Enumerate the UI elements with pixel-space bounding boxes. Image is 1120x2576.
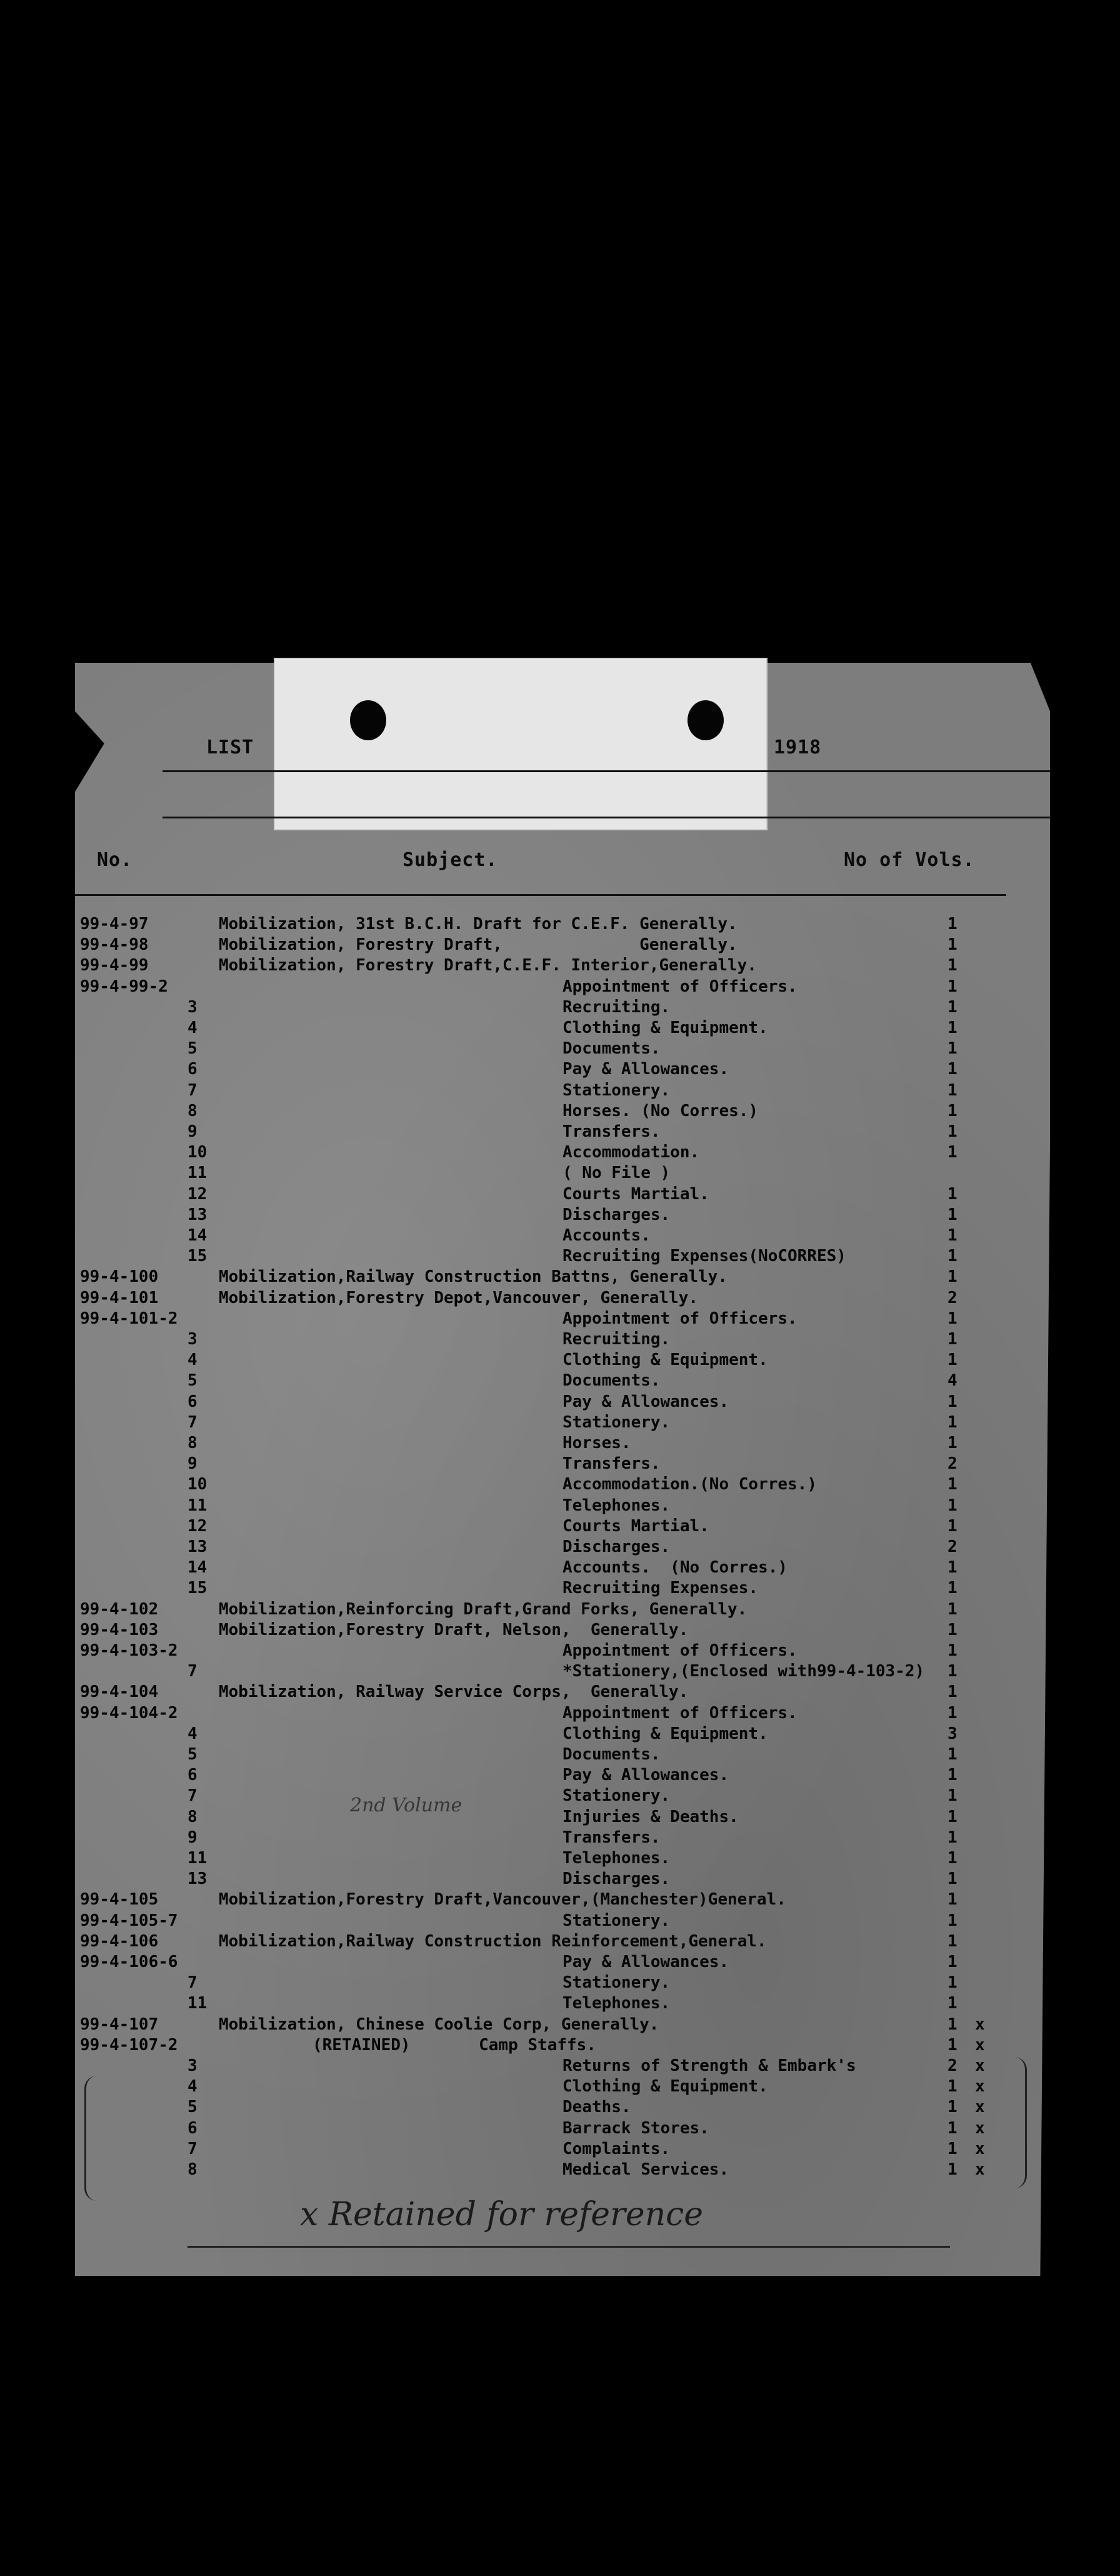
table-row bbox=[0, 1350, 1120, 1371]
file-subject: Mobilization, 31st B.C.H. Draft for C.E.F. Generally. bbox=[219, 915, 738, 933]
column-header-vols: No of Vols. bbox=[844, 849, 975, 871]
table-row bbox=[0, 1329, 1120, 1350]
file-number: 8 bbox=[188, 1434, 198, 1452]
file-subject: Transfers. bbox=[562, 1828, 661, 1847]
file-number: 4 bbox=[188, 2077, 198, 2096]
file-subject: Appointment of Officers. bbox=[562, 1309, 798, 1328]
file-number: 99-4-107 bbox=[80, 2015, 159, 2034]
volume-count: 1 bbox=[948, 1662, 958, 1681]
file-subject: Discharges. bbox=[562, 1205, 671, 1224]
table-row bbox=[0, 2160, 1120, 2180]
volume-count: 1 bbox=[948, 1205, 958, 1224]
file-subject: Mobilization,Forestry Depot,Vancouver, Generally. bbox=[219, 1288, 699, 1307]
volume-count: 1 bbox=[948, 1309, 958, 1328]
table-row bbox=[0, 1163, 1120, 1184]
table-row bbox=[0, 1744, 1120, 1765]
file-number: 99-4-104-2 bbox=[80, 1703, 178, 1723]
table-row bbox=[0, 1309, 1120, 1329]
table-row bbox=[0, 1537, 1120, 1557]
file-subject: Clothing & Equipment. bbox=[562, 1351, 768, 1370]
volume-count: 4 bbox=[948, 1371, 958, 1391]
file-number: 8 bbox=[188, 1101, 198, 1120]
table-row bbox=[0, 1807, 1120, 1828]
volume-count: 1 bbox=[948, 2015, 958, 2034]
file-subject: Returns of Strength & Embark's bbox=[562, 2056, 856, 2075]
volume-count: 1 bbox=[948, 977, 958, 996]
file-number: 5 bbox=[188, 2098, 198, 2117]
table-row bbox=[0, 1869, 1120, 1889]
volume-count: 1 bbox=[948, 2118, 958, 2138]
column-header-subject: Subject. bbox=[402, 849, 498, 871]
file-subject: Clothing & Equipment. bbox=[562, 2077, 768, 2096]
table-row bbox=[0, 1931, 1120, 1952]
list-title: LIST bbox=[206, 737, 254, 758]
file-subject: *Stationery,(Enclosed with99-4-103-2) bbox=[562, 1662, 925, 1681]
table-row bbox=[0, 1018, 1120, 1039]
file-number: 99-4-97 bbox=[80, 915, 149, 933]
volume-count: 1 bbox=[948, 1184, 958, 1204]
volume-count: 1 bbox=[948, 1869, 958, 1889]
table-row bbox=[0, 2056, 1120, 2076]
table-row bbox=[0, 1039, 1120, 1059]
file-number: 99-4-100 bbox=[80, 1267, 159, 1287]
table-row bbox=[0, 1993, 1120, 2014]
table-row bbox=[0, 1433, 1120, 1454]
volume-count: 1 bbox=[948, 1579, 958, 1598]
table-row bbox=[0, 997, 1120, 1018]
file-number: 7 bbox=[188, 1786, 198, 1806]
file-subject: Stationery. bbox=[562, 1911, 671, 1930]
volume-count: 1 bbox=[948, 1828, 958, 1847]
file-subject: Accounts. bbox=[562, 1226, 651, 1245]
file-subject: Documents. bbox=[562, 1039, 661, 1059]
volume-count: 1 bbox=[948, 1122, 958, 1141]
volume-count: 1 bbox=[948, 1890, 958, 1909]
table-row bbox=[0, 935, 1120, 955]
file-number: 99-4-102 bbox=[80, 1599, 159, 1619]
file-subject: Mobilization, Forestry Draft,C.E.F. Interior,Generally. bbox=[219, 956, 757, 975]
file-subject: Documents. bbox=[562, 1371, 661, 1391]
volume-count: 1 bbox=[948, 1641, 958, 1660]
volume-count: 1 bbox=[948, 1703, 958, 1723]
file-subject: Stationery. bbox=[562, 1786, 671, 1806]
volume-count: 1 bbox=[948, 2077, 958, 2096]
file-subject: Stationery. bbox=[562, 1080, 671, 1100]
table-row bbox=[0, 1724, 1120, 1744]
retained-mark: x bbox=[975, 2118, 985, 2138]
list-year: 1918 bbox=[774, 737, 822, 758]
volume-count: 1 bbox=[948, 1143, 958, 1162]
table-row bbox=[0, 1246, 1120, 1267]
file-subject: Complaints. bbox=[562, 2139, 671, 2158]
table-row bbox=[0, 2139, 1120, 2160]
retained-mark: x bbox=[975, 2077, 985, 2096]
file-subject: Mobilization, Chinese Coolie Corp, Generally. bbox=[219, 2015, 659, 2034]
table-row bbox=[0, 1059, 1120, 1080]
file-number: 99-4-105-7 bbox=[80, 1911, 178, 1930]
file-number: 15 bbox=[188, 1579, 208, 1598]
volume-count: 1 bbox=[948, 1434, 958, 1452]
table-row bbox=[0, 914, 1120, 935]
file-number: 99-4-101 bbox=[80, 1288, 159, 1307]
volume-count: 1 bbox=[948, 1267, 958, 1287]
file-subject: ( No File ) bbox=[562, 1164, 671, 1183]
volume-count: 1 bbox=[948, 1039, 958, 1059]
table-row bbox=[0, 1474, 1120, 1495]
volume-count: 1 bbox=[948, 1931, 958, 1951]
file-subject: Recruiting. bbox=[562, 997, 671, 1017]
file-number: 7 bbox=[188, 1973, 198, 1993]
file-subject: Transfers. bbox=[562, 1122, 661, 1141]
table-row bbox=[0, 1765, 1120, 1786]
file-number: 10 bbox=[188, 1143, 208, 1162]
table-row bbox=[0, 1682, 1120, 1703]
table-row bbox=[0, 1557, 1120, 1578]
table-row bbox=[0, 2015, 1120, 2035]
file-subject: Pay & Allowances. bbox=[562, 1392, 729, 1411]
file-number: 99-4-103-2 bbox=[80, 1641, 178, 1660]
file-subject: Recruiting Expenses. bbox=[562, 1579, 759, 1598]
file-number: 7 bbox=[188, 1080, 198, 1100]
file-subject: Transfers. bbox=[562, 1454, 661, 1474]
table-row bbox=[0, 1454, 1120, 1474]
file-number: 7 bbox=[188, 1662, 198, 1681]
volume-count: 1 bbox=[948, 1994, 958, 2013]
file-number: 6 bbox=[188, 1392, 198, 1411]
file-number: 99-4-105 bbox=[80, 1890, 159, 1909]
file-subject: Discharges. bbox=[562, 1537, 671, 1556]
volume-count: 1 bbox=[948, 1412, 958, 1432]
volume-count: 3 bbox=[948, 1724, 958, 1743]
table-row bbox=[0, 1911, 1120, 1931]
table-row bbox=[0, 1267, 1120, 1287]
table-row bbox=[0, 1786, 1120, 1806]
file-number: 4 bbox=[188, 1351, 198, 1370]
volume-count: 1 bbox=[948, 1247, 958, 1266]
file-subject: Mobilization, Forestry Draft, Generally. bbox=[219, 935, 738, 955]
file-subject: Mobilization,Reinforcing Draft,Grand Forks, Generally. bbox=[219, 1599, 748, 1619]
file-subject: Barrack Stores. bbox=[562, 2118, 709, 2138]
table-row bbox=[0, 1828, 1120, 1848]
volume-count: 1 bbox=[948, 915, 958, 933]
file-number: 3 bbox=[188, 1330, 198, 1349]
file-subject: Mobilization,Forestry Draft, Nelson, Generally. bbox=[219, 1620, 689, 1639]
table-row bbox=[0, 955, 1120, 976]
volume-count: 1 bbox=[948, 1745, 958, 1764]
volume-count: 1 bbox=[948, 2139, 958, 2158]
file-subject: Mobilization,Forestry Draft,Vancouver,(Manchester)General. bbox=[219, 1890, 786, 1909]
file-number: 3 bbox=[188, 997, 198, 1017]
retained-mark: x bbox=[975, 2015, 985, 2034]
file-subject: Accounts. (No Corres.) bbox=[562, 1558, 788, 1577]
table-row bbox=[0, 1101, 1120, 1122]
table-row bbox=[0, 1848, 1120, 1869]
file-number: 9 bbox=[188, 1828, 198, 1847]
file-subject: Horses. bbox=[562, 1434, 631, 1452]
file-subject: Deaths. bbox=[562, 2098, 631, 2117]
file-number: 99-4-101-2 bbox=[80, 1309, 178, 1328]
file-number: 4 bbox=[188, 1724, 198, 1743]
file-subject: Appointment of Officers. bbox=[562, 1703, 798, 1723]
file-number: 13 bbox=[188, 1869, 208, 1889]
file-number: 99-4-104 bbox=[80, 1683, 159, 1702]
volume-count: 2 bbox=[948, 1288, 958, 1307]
file-subject: Pay & Allowances. bbox=[562, 1766, 729, 1785]
table-row bbox=[0, 2097, 1120, 2118]
file-subject: Courts Martial. bbox=[562, 1516, 709, 1536]
file-subject: Accommodation. bbox=[562, 1143, 700, 1162]
table-row bbox=[0, 1620, 1120, 1641]
file-number: 11 bbox=[188, 1164, 208, 1183]
volume-count: 1 bbox=[948, 1599, 958, 1619]
table-row bbox=[0, 1392, 1120, 1412]
left-bracket-mark bbox=[84, 2076, 105, 2201]
table-row bbox=[0, 1661, 1120, 1682]
file-number: 99-4-99-2 bbox=[80, 977, 168, 996]
table-row bbox=[0, 1952, 1120, 1973]
table-row bbox=[0, 1889, 1120, 1910]
file-number: 99-4-107-2 bbox=[80, 2035, 178, 2055]
file-subject: Pay & Allowances. bbox=[562, 1953, 729, 1971]
table-row bbox=[0, 1184, 1120, 1205]
volume-count: 1 bbox=[948, 956, 958, 975]
file-number: 13 bbox=[188, 1537, 208, 1556]
file-number: 8 bbox=[188, 1807, 198, 1826]
file-number: 5 bbox=[188, 1745, 198, 1764]
file-subject: (RETAINED) Camp Staffs. bbox=[312, 2035, 596, 2055]
file-subject: Appointment of Officers. bbox=[562, 977, 798, 996]
table-row bbox=[0, 1225, 1120, 1246]
volume-count: 1 bbox=[948, 1953, 958, 1971]
file-subject: Recruiting. bbox=[562, 1330, 671, 1349]
volume-count: 1 bbox=[948, 1620, 958, 1639]
table-row bbox=[0, 1496, 1120, 1516]
volume-count: 1 bbox=[948, 1351, 958, 1370]
file-subject: Mobilization,Railway Construction Reinforcement,General. bbox=[219, 1931, 767, 1951]
file-subject: Recruiting Expenses(NoCORRES) bbox=[562, 1247, 846, 1266]
file-number: 11 bbox=[188, 1496, 208, 1515]
file-subject: Documents. bbox=[562, 1745, 661, 1764]
file-subject: Accommodation.(No Corres.) bbox=[562, 1475, 817, 1494]
table-row bbox=[0, 2035, 1120, 2056]
volume-count: 1 bbox=[948, 1019, 958, 1037]
volume-count: 1 bbox=[948, 2035, 958, 2055]
volume-count: 1 bbox=[948, 1516, 958, 1536]
file-subject: Horses. (No Corres.) bbox=[562, 1101, 759, 1120]
file-number: 6 bbox=[188, 1060, 198, 1079]
file-subject: Clothing & Equipment. bbox=[562, 1019, 768, 1037]
file-number: 14 bbox=[188, 1226, 208, 1245]
volume-count: 1 bbox=[948, 2098, 958, 2117]
file-number: 7 bbox=[188, 2139, 198, 2158]
table-row bbox=[0, 1371, 1120, 1391]
file-number: 12 bbox=[188, 1184, 208, 1204]
table-row bbox=[0, 2118, 1120, 2139]
file-number: 5 bbox=[188, 1371, 198, 1391]
table-row bbox=[0, 1516, 1120, 1537]
file-subject: Medical Services. bbox=[562, 2160, 729, 2179]
column-header-file-no: No. bbox=[97, 849, 133, 871]
volume-count: 1 bbox=[948, 1080, 958, 1100]
file-subject: Appointment of Officers. bbox=[562, 1641, 798, 1660]
file-number: 14 bbox=[188, 1558, 208, 1577]
handwritten-side-note: 2nd Volume bbox=[350, 1794, 462, 1816]
table-row bbox=[0, 977, 1120, 997]
volume-count: 2 bbox=[948, 1537, 958, 1556]
file-number: 11 bbox=[188, 1994, 208, 2013]
table-row bbox=[0, 1599, 1120, 1620]
file-subject: Telephones. bbox=[562, 1994, 671, 2013]
table-row bbox=[0, 1973, 1120, 1993]
table-row bbox=[0, 1641, 1120, 1661]
volume-count: 2 bbox=[948, 1454, 958, 1474]
volume-count: 1 bbox=[948, 1226, 958, 1245]
file-subject: Courts Martial. bbox=[562, 1184, 709, 1204]
table-row bbox=[0, 2076, 1120, 2097]
volume-count: 1 bbox=[948, 1392, 958, 1411]
volume-count: 1 bbox=[948, 1496, 958, 1515]
retained-mark: x bbox=[975, 2160, 985, 2179]
file-number: 9 bbox=[188, 1122, 198, 1141]
file-number: 10 bbox=[188, 1475, 208, 1494]
handwritten-bottom-note: x Retained for reference bbox=[300, 2196, 703, 2233]
file-number: 3 bbox=[188, 2056, 198, 2075]
right-bracket-mark bbox=[1006, 2057, 1027, 2188]
volume-count: 1 bbox=[948, 1849, 958, 1868]
file-number: 13 bbox=[188, 1205, 208, 1224]
file-number: 15 bbox=[188, 1247, 208, 1266]
volume-count: 1 bbox=[948, 1911, 958, 1930]
volume-count: 1 bbox=[948, 1766, 958, 1785]
file-subject: Telephones. bbox=[562, 1849, 671, 1868]
file-number: 99-4-106 bbox=[80, 1931, 159, 1951]
file-number: 4 bbox=[188, 1019, 198, 1037]
table-row bbox=[0, 1703, 1120, 1724]
retained-mark: x bbox=[975, 2035, 985, 2055]
volume-count: 1 bbox=[948, 1683, 958, 1702]
handwritten-underline bbox=[188, 2246, 950, 2248]
table-row bbox=[0, 1205, 1120, 1225]
table-row bbox=[0, 1142, 1120, 1163]
volume-count: 1 bbox=[948, 997, 958, 1017]
file-number: 5 bbox=[188, 1039, 198, 1059]
table-row bbox=[0, 1288, 1120, 1309]
file-subject: Telephones. bbox=[562, 1496, 671, 1515]
table-row bbox=[0, 1412, 1120, 1433]
volume-count: 1 bbox=[948, 2160, 958, 2179]
volume-count: 1 bbox=[948, 1330, 958, 1349]
file-number: 99-4-106-6 bbox=[80, 1953, 178, 1971]
volume-count: 1 bbox=[948, 1973, 958, 1993]
file-number: 99-4-99 bbox=[80, 956, 149, 975]
file-number: 6 bbox=[188, 1766, 198, 1785]
volume-count: 1 bbox=[948, 1558, 958, 1577]
retained-mark: x bbox=[975, 2139, 985, 2158]
file-subject: Stationery. bbox=[562, 1973, 671, 1993]
file-subject: Pay & Allowances. bbox=[562, 1060, 729, 1079]
file-number: 11 bbox=[188, 1849, 208, 1868]
file-number: 9 bbox=[188, 1454, 198, 1474]
volume-count: 1 bbox=[948, 935, 958, 955]
volume-count: 1 bbox=[948, 1475, 958, 1494]
table-row bbox=[0, 1080, 1120, 1101]
file-number: 99-4-103 bbox=[80, 1620, 159, 1639]
file-number: 12 bbox=[188, 1516, 208, 1536]
file-number: 99-4-98 bbox=[80, 935, 149, 955]
volume-count: 2 bbox=[948, 2056, 958, 2075]
file-number: 8 bbox=[188, 2160, 198, 2179]
retained-mark: x bbox=[975, 2098, 985, 2117]
volume-count: 1 bbox=[948, 1060, 958, 1079]
table-row bbox=[0, 1578, 1120, 1599]
volume-count: 1 bbox=[948, 1786, 958, 1806]
file-subject: Mobilization, Railway Service Corps, Generally. bbox=[219, 1683, 689, 1702]
file-number: 6 bbox=[188, 2118, 198, 2138]
volume-count: 1 bbox=[948, 1101, 958, 1120]
table-row bbox=[0, 1122, 1120, 1142]
volume-count: 1 bbox=[948, 1807, 958, 1826]
file-subject: Discharges. bbox=[562, 1869, 671, 1889]
file-number: 7 bbox=[188, 1412, 198, 1432]
retained-mark: x bbox=[975, 2056, 985, 2075]
file-subject: Stationery. bbox=[562, 1412, 671, 1432]
file-subject: Injuries & Deaths. bbox=[562, 1807, 739, 1826]
file-subject: Mobilization,Railway Construction Battns, Generally. bbox=[219, 1267, 728, 1287]
file-subject: Clothing & Equipment. bbox=[562, 1724, 768, 1743]
